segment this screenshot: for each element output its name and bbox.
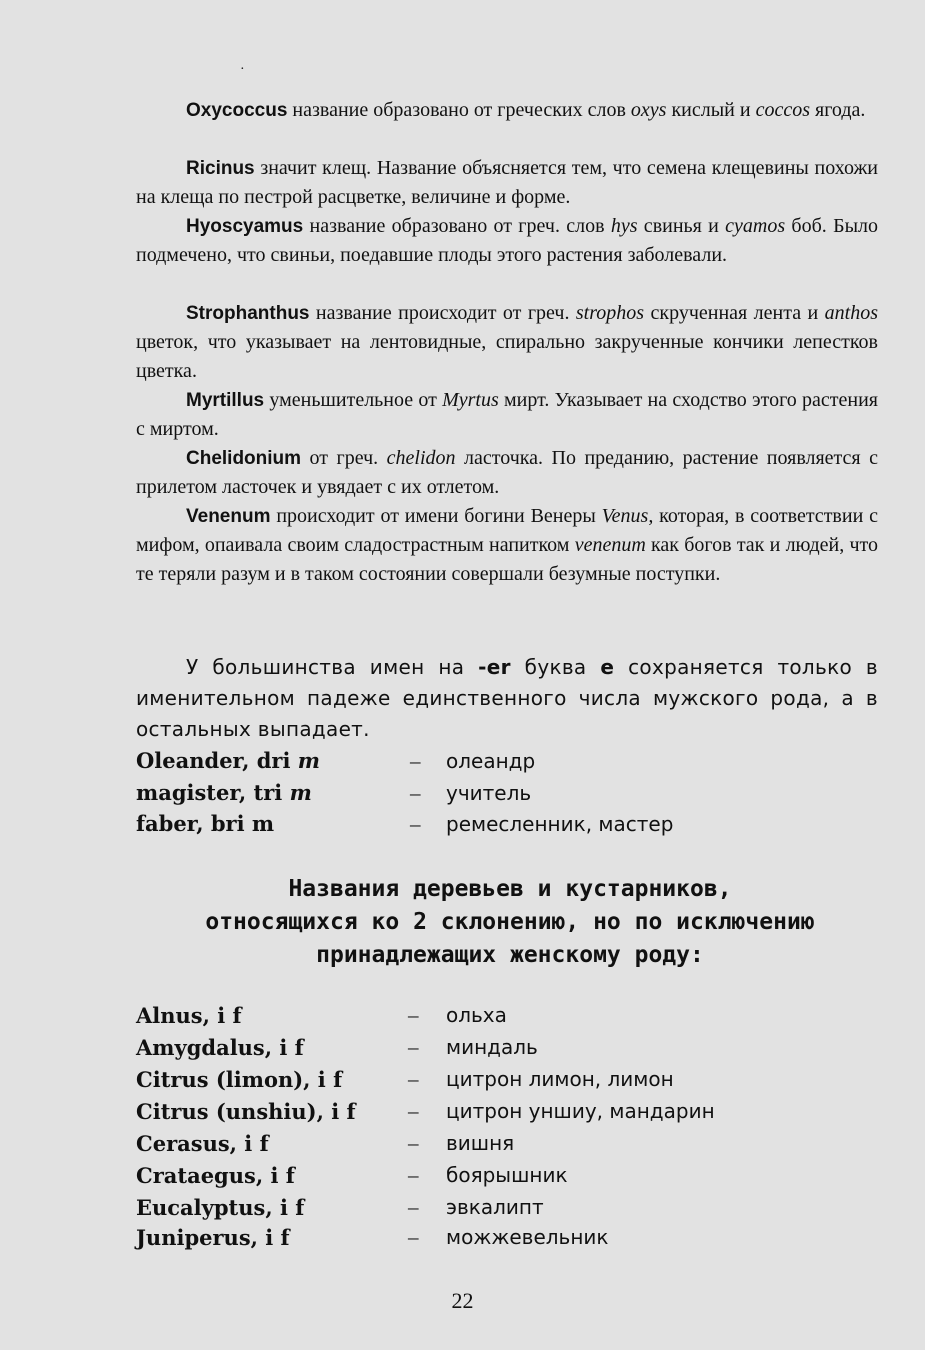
term: Oxycoccus	[186, 100, 288, 121]
dash: –	[410, 749, 421, 773]
dash: –	[410, 781, 421, 805]
russian-name: цитрон уншиу, мандарин	[446, 1099, 715, 1123]
term: Strophanthus	[186, 303, 310, 324]
tree-row	[136, 1128, 878, 1159]
etymology-paragraph	[136, 386, 878, 444]
italic-word: chelidon	[386, 447, 456, 469]
latin-name: Amygdalus, i f	[136, 1035, 304, 1060]
dash: –	[408, 1003, 419, 1027]
etymology-paragraph	[136, 154, 878, 212]
russian-name: эвкалипт	[446, 1195, 544, 1219]
dash: –	[408, 1099, 419, 1123]
term: Myrtillus	[186, 390, 265, 411]
latin-name: Citrus (unshiu), i f	[136, 1099, 356, 1124]
russian-translation: олеандр	[446, 749, 536, 773]
er-ending: -er	[478, 655, 511, 679]
er-rule-text: сохраняется только в именительном падеже единственного числа мужского рода, а в остальных выпадает.	[136, 655, 878, 741]
etymology-text: название образовано от греч. слов hys свинья и cyamos боб. Было подмечено, что свиньи, поедавшие плоды этого растения заболевали.	[136, 215, 878, 266]
etymology-text: происходит от имени богини Венеры Venus, которая, в соответствии с мифом, опаивала своим сладострастным напитком venenum как богов так и людей, что те теряли разум и в таком состоянии совершали безумные поступки.	[136, 505, 879, 585]
dash: –	[410, 812, 421, 836]
stray-dot: ·	[240, 62, 245, 77]
tree-row	[136, 1096, 878, 1127]
er-word-row	[136, 778, 878, 808]
tree-row	[136, 1192, 878, 1223]
dash: –	[408, 1163, 419, 1187]
etymology-text: от греч. chelidon ласточка. По преданию, растение появляется с прилетом ласточек и увядает с их отлетом.	[136, 447, 878, 498]
er-word-row	[136, 746, 878, 776]
latin-word: Oleander, dri m	[136, 748, 320, 773]
italic-word: hys	[610, 215, 638, 237]
er-word-row	[136, 809, 878, 839]
term: Venenum	[186, 506, 271, 527]
etymology-text: название происходит от греч. strophos скрученная лента и anthos цветок, что указывает на лентовидные, спирально закрученные кончики лепестков цветка.	[136, 302, 878, 382]
tree-row	[136, 1064, 878, 1095]
latin-name: Citrus (limon), i f	[136, 1067, 343, 1092]
russian-name: боярышник	[446, 1163, 568, 1187]
term: Hyoscyamus	[186, 216, 304, 237]
heading-line: относящихся ко 2 склонению, но по исключению	[205, 909, 815, 935]
latin-name: Crataegus, i f	[136, 1163, 295, 1188]
latin-word: magister, tri m	[136, 780, 312, 805]
etymology-paragraph	[136, 299, 878, 386]
russian-translation: ремесленник, мастер	[446, 812, 674, 836]
latin-name: Alnus, i f	[136, 1003, 242, 1028]
latin-name: Cerasus, i f	[136, 1131, 269, 1156]
etymology-paragraph	[136, 212, 878, 270]
dash: –	[408, 1131, 419, 1155]
term: Ricinus	[186, 158, 255, 179]
italic-word: coccos	[755, 99, 811, 121]
tree-row	[136, 1032, 878, 1063]
italic-word: Venus,	[601, 505, 654, 527]
er-rule-text: буква	[510, 655, 601, 679]
tree-row	[136, 1222, 878, 1253]
dash: –	[408, 1195, 419, 1219]
etymology-paragraph	[136, 96, 878, 125]
page-number: 22	[451, 1288, 474, 1313]
latin-name: Eucalyptus, i f	[136, 1195, 305, 1220]
er-rule-paragraph	[136, 652, 878, 745]
italic-word: anthos	[824, 302, 878, 324]
dash: –	[408, 1225, 419, 1249]
italic-word: Myrtus	[442, 389, 499, 411]
etymology-text: название образовано от греческих слов oxys кислый и coccos ягода.	[287, 99, 866, 121]
russian-name: миндаль	[446, 1035, 538, 1059]
etymology-paragraph	[136, 444, 878, 502]
latin-word: faber, bri m	[136, 811, 275, 836]
etymology-text: значит клещ. Название объясняется тем, что семена клещевины похожи на клеща по пестрой расцветке, величине и форме.	[136, 157, 878, 208]
etymology-paragraph	[136, 502, 878, 589]
er-rule-text: У большинства имен на	[186, 655, 479, 679]
russian-name: ольха	[446, 1003, 507, 1027]
russian-name: цитрон лимон, лимон	[446, 1067, 674, 1091]
er-letter: е	[600, 655, 615, 679]
dash: –	[408, 1035, 419, 1059]
dash: –	[408, 1067, 419, 1091]
italic-word: strophos	[575, 302, 645, 324]
term: Chelidonium	[186, 448, 302, 469]
italic-word: venenum	[574, 534, 646, 556]
italic-word: oxys	[630, 99, 667, 121]
russian-name: можжевельник	[446, 1225, 609, 1249]
russian-translation: учитель	[446, 781, 532, 805]
heading-line: принадлежащих женскому роду:	[316, 942, 704, 968]
tree-row	[136, 1160, 878, 1191]
heading-line: Названия деревьев и кустарников,	[288, 876, 732, 902]
tree-row	[136, 1000, 878, 1031]
russian-name: вишня	[446, 1131, 515, 1155]
italic-word: cyamos	[725, 215, 786, 237]
latin-name: Juniperus, i f	[136, 1225, 290, 1250]
etymology-text: уменьшительное от Myrtus мирт. Указывает на сходство этого растения с миртом.	[136, 389, 878, 440]
section-heading	[150, 873, 870, 972]
